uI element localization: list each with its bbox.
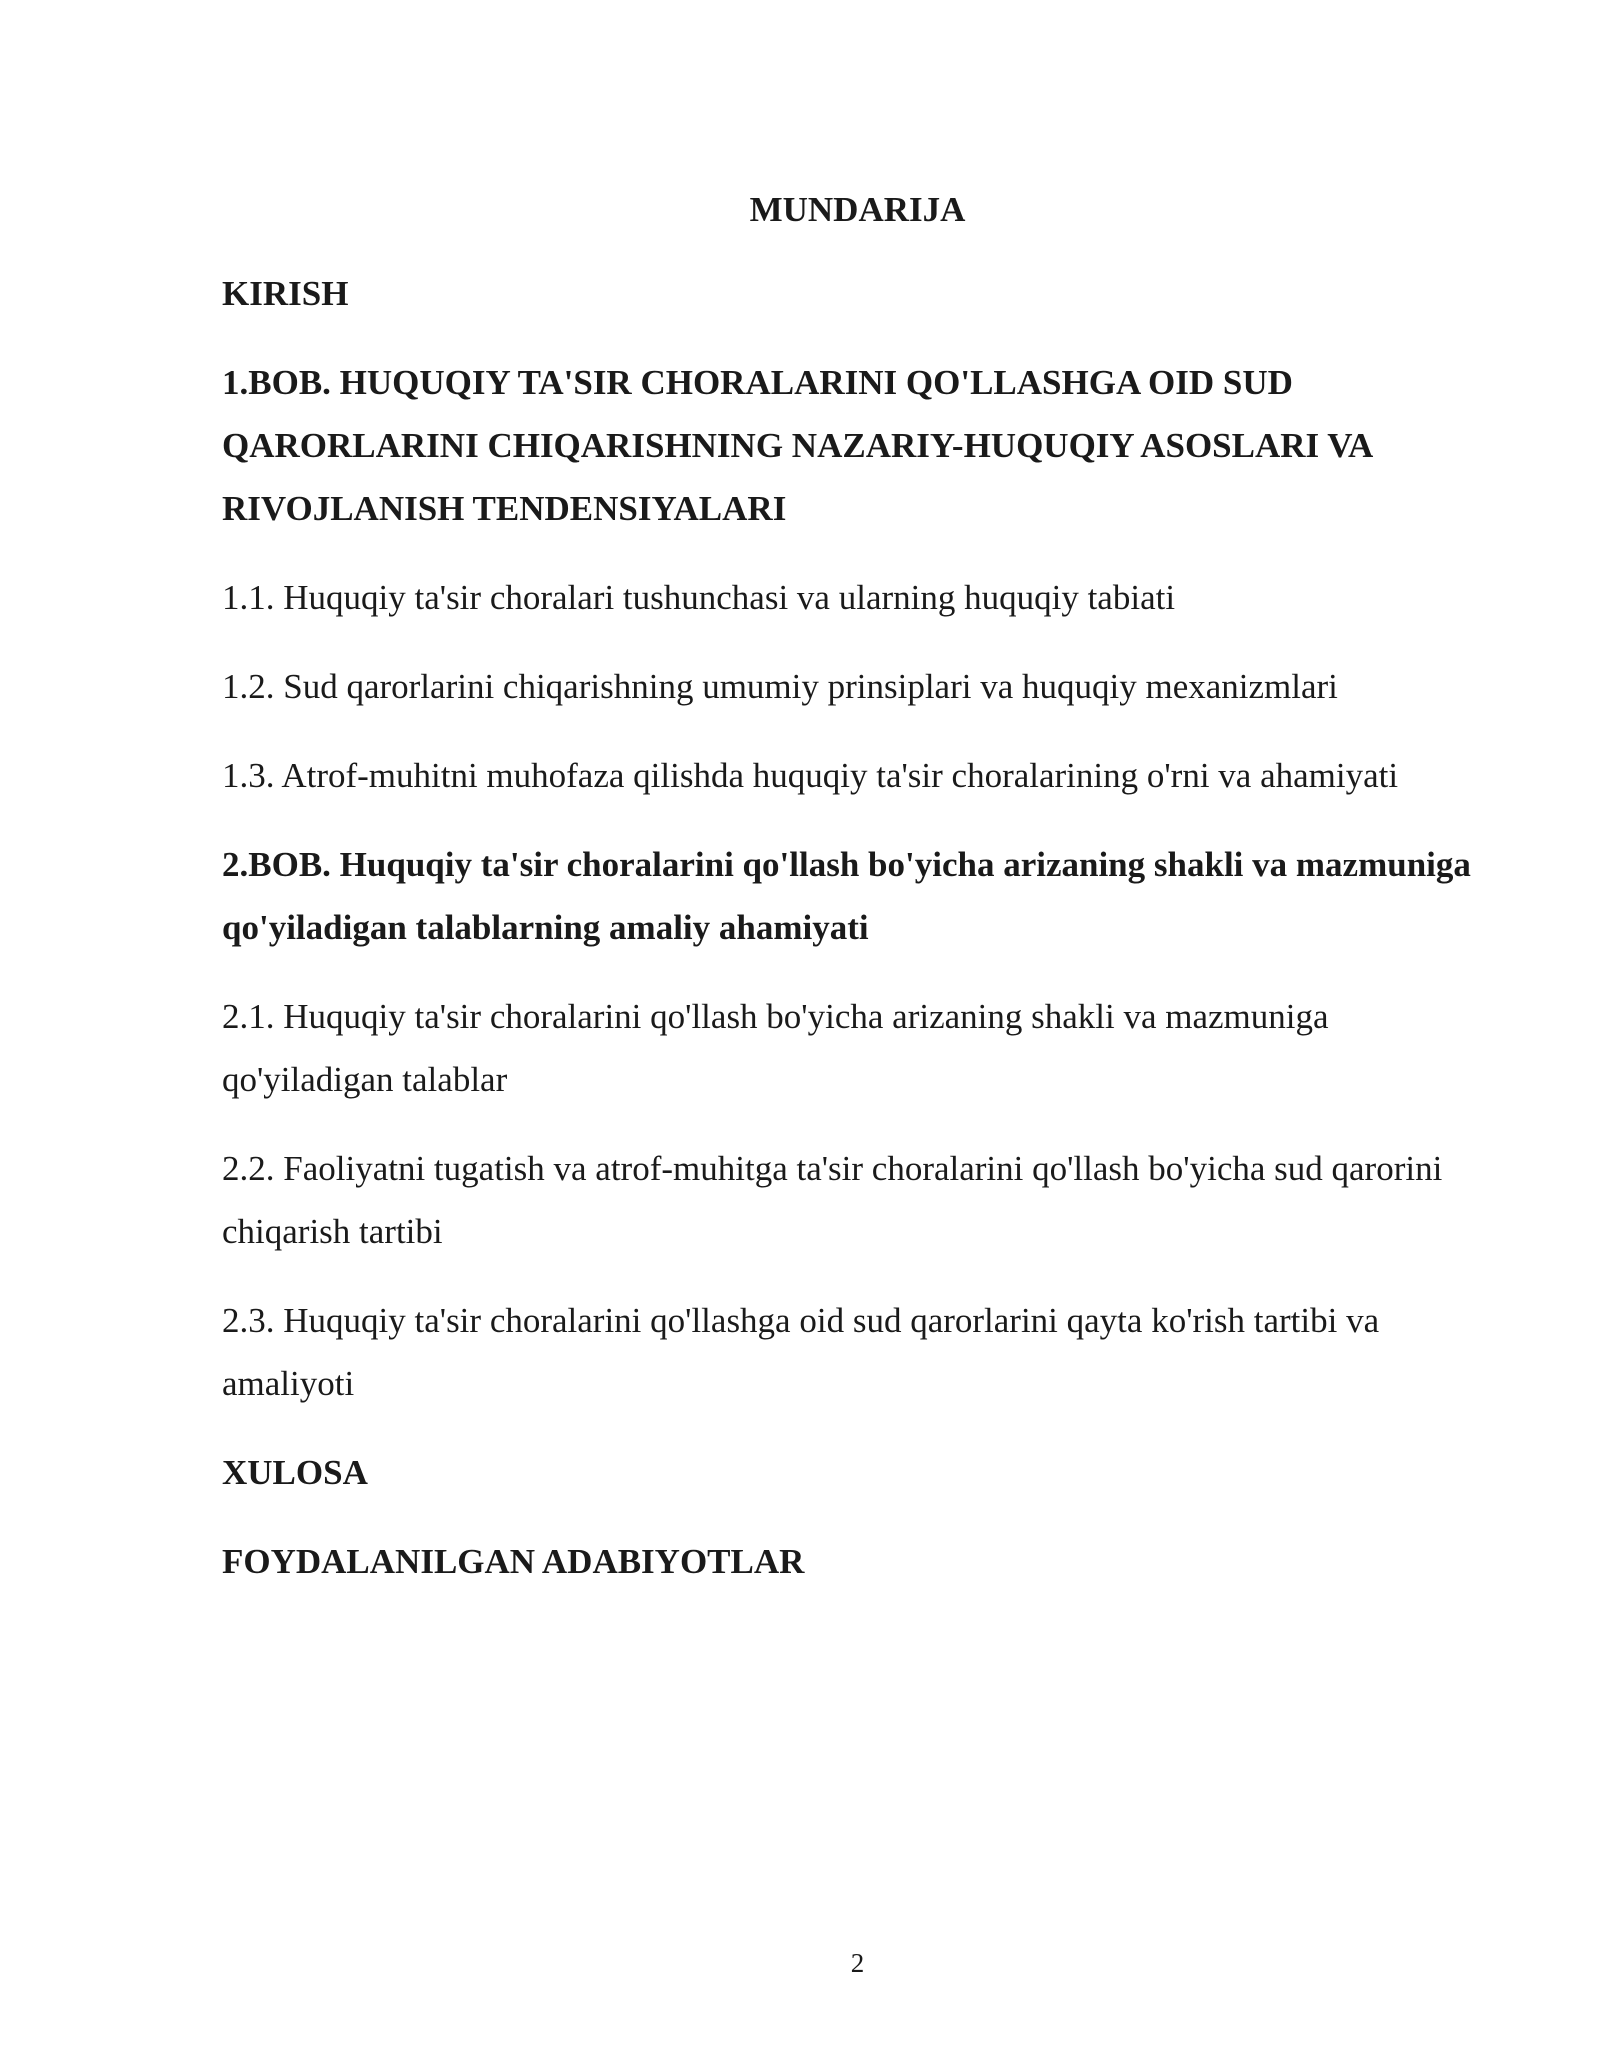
- toc-item-section-2-1: 2.1. Huquqiy ta'sir choralarini qo'llash bo'yicha arizaning shakli va mazmuniga qo'yiladigan talablar: [222, 997, 1329, 1099]
- toc-item-kirish: KIRISH: [222, 274, 349, 313]
- toc-item-xulosa: XULOSA: [222, 1453, 368, 1492]
- toc-item-section-2-3: 2.3. Huquqiy ta'sir choralarini qo'llashga oid sud qarorlarini qayta ko'rish tartibi va amaliyoti: [222, 1301, 1380, 1403]
- toc-item-section-1-2: 1.2. Sud qarorlarini chiqarishning umumiy prinsiplari va huquqiy mexanizmlari: [222, 667, 1338, 706]
- toc-item-chapter-1: 1.BOB. HUQUQIY TA'SIR CHORALARINI QO'LLASHGA OID SUD QARORLARINI CHIQARISHNING NAZARIY-HUQUQIY ASOSLARI VA RIVOJLANISH TENDENSIYALARI: [222, 363, 1372, 528]
- page-number: 2: [850, 1948, 865, 1978]
- toc-item-chapter-2: 2.BOB. Huquqiy ta'sir choralarini qo'llash bo'yicha arizaning shakli va mazmuniga qo'yiladigan talablarning amaliy ahamiyati: [222, 845, 1471, 947]
- page-title: MUNDARIJA: [749, 190, 966, 229]
- toc-item-section-1-3: 1.3. Atrof-muhitni muhofaza qilishda huquqiy ta'sir choralarining o'rni va ahamiyati: [222, 756, 1399, 795]
- table-of-contents: [222, 262, 1487, 1619]
- toc-item-section-1-1: 1.1. Huquqiy ta'sir choralari tushunchasi va ularning huquqiy tabiati: [222, 578, 1176, 617]
- toc-item-adabiyotlar: FOYDALANILGAN ADABIYOTLAR: [222, 1542, 805, 1581]
- toc-item-section-2-2: 2.2. Faoliyatni tugatish va atrof-muhitga ta'sir choralarini qo'llash bo'yicha sud qarorini chiqarish tartibi: [222, 1149, 1443, 1251]
